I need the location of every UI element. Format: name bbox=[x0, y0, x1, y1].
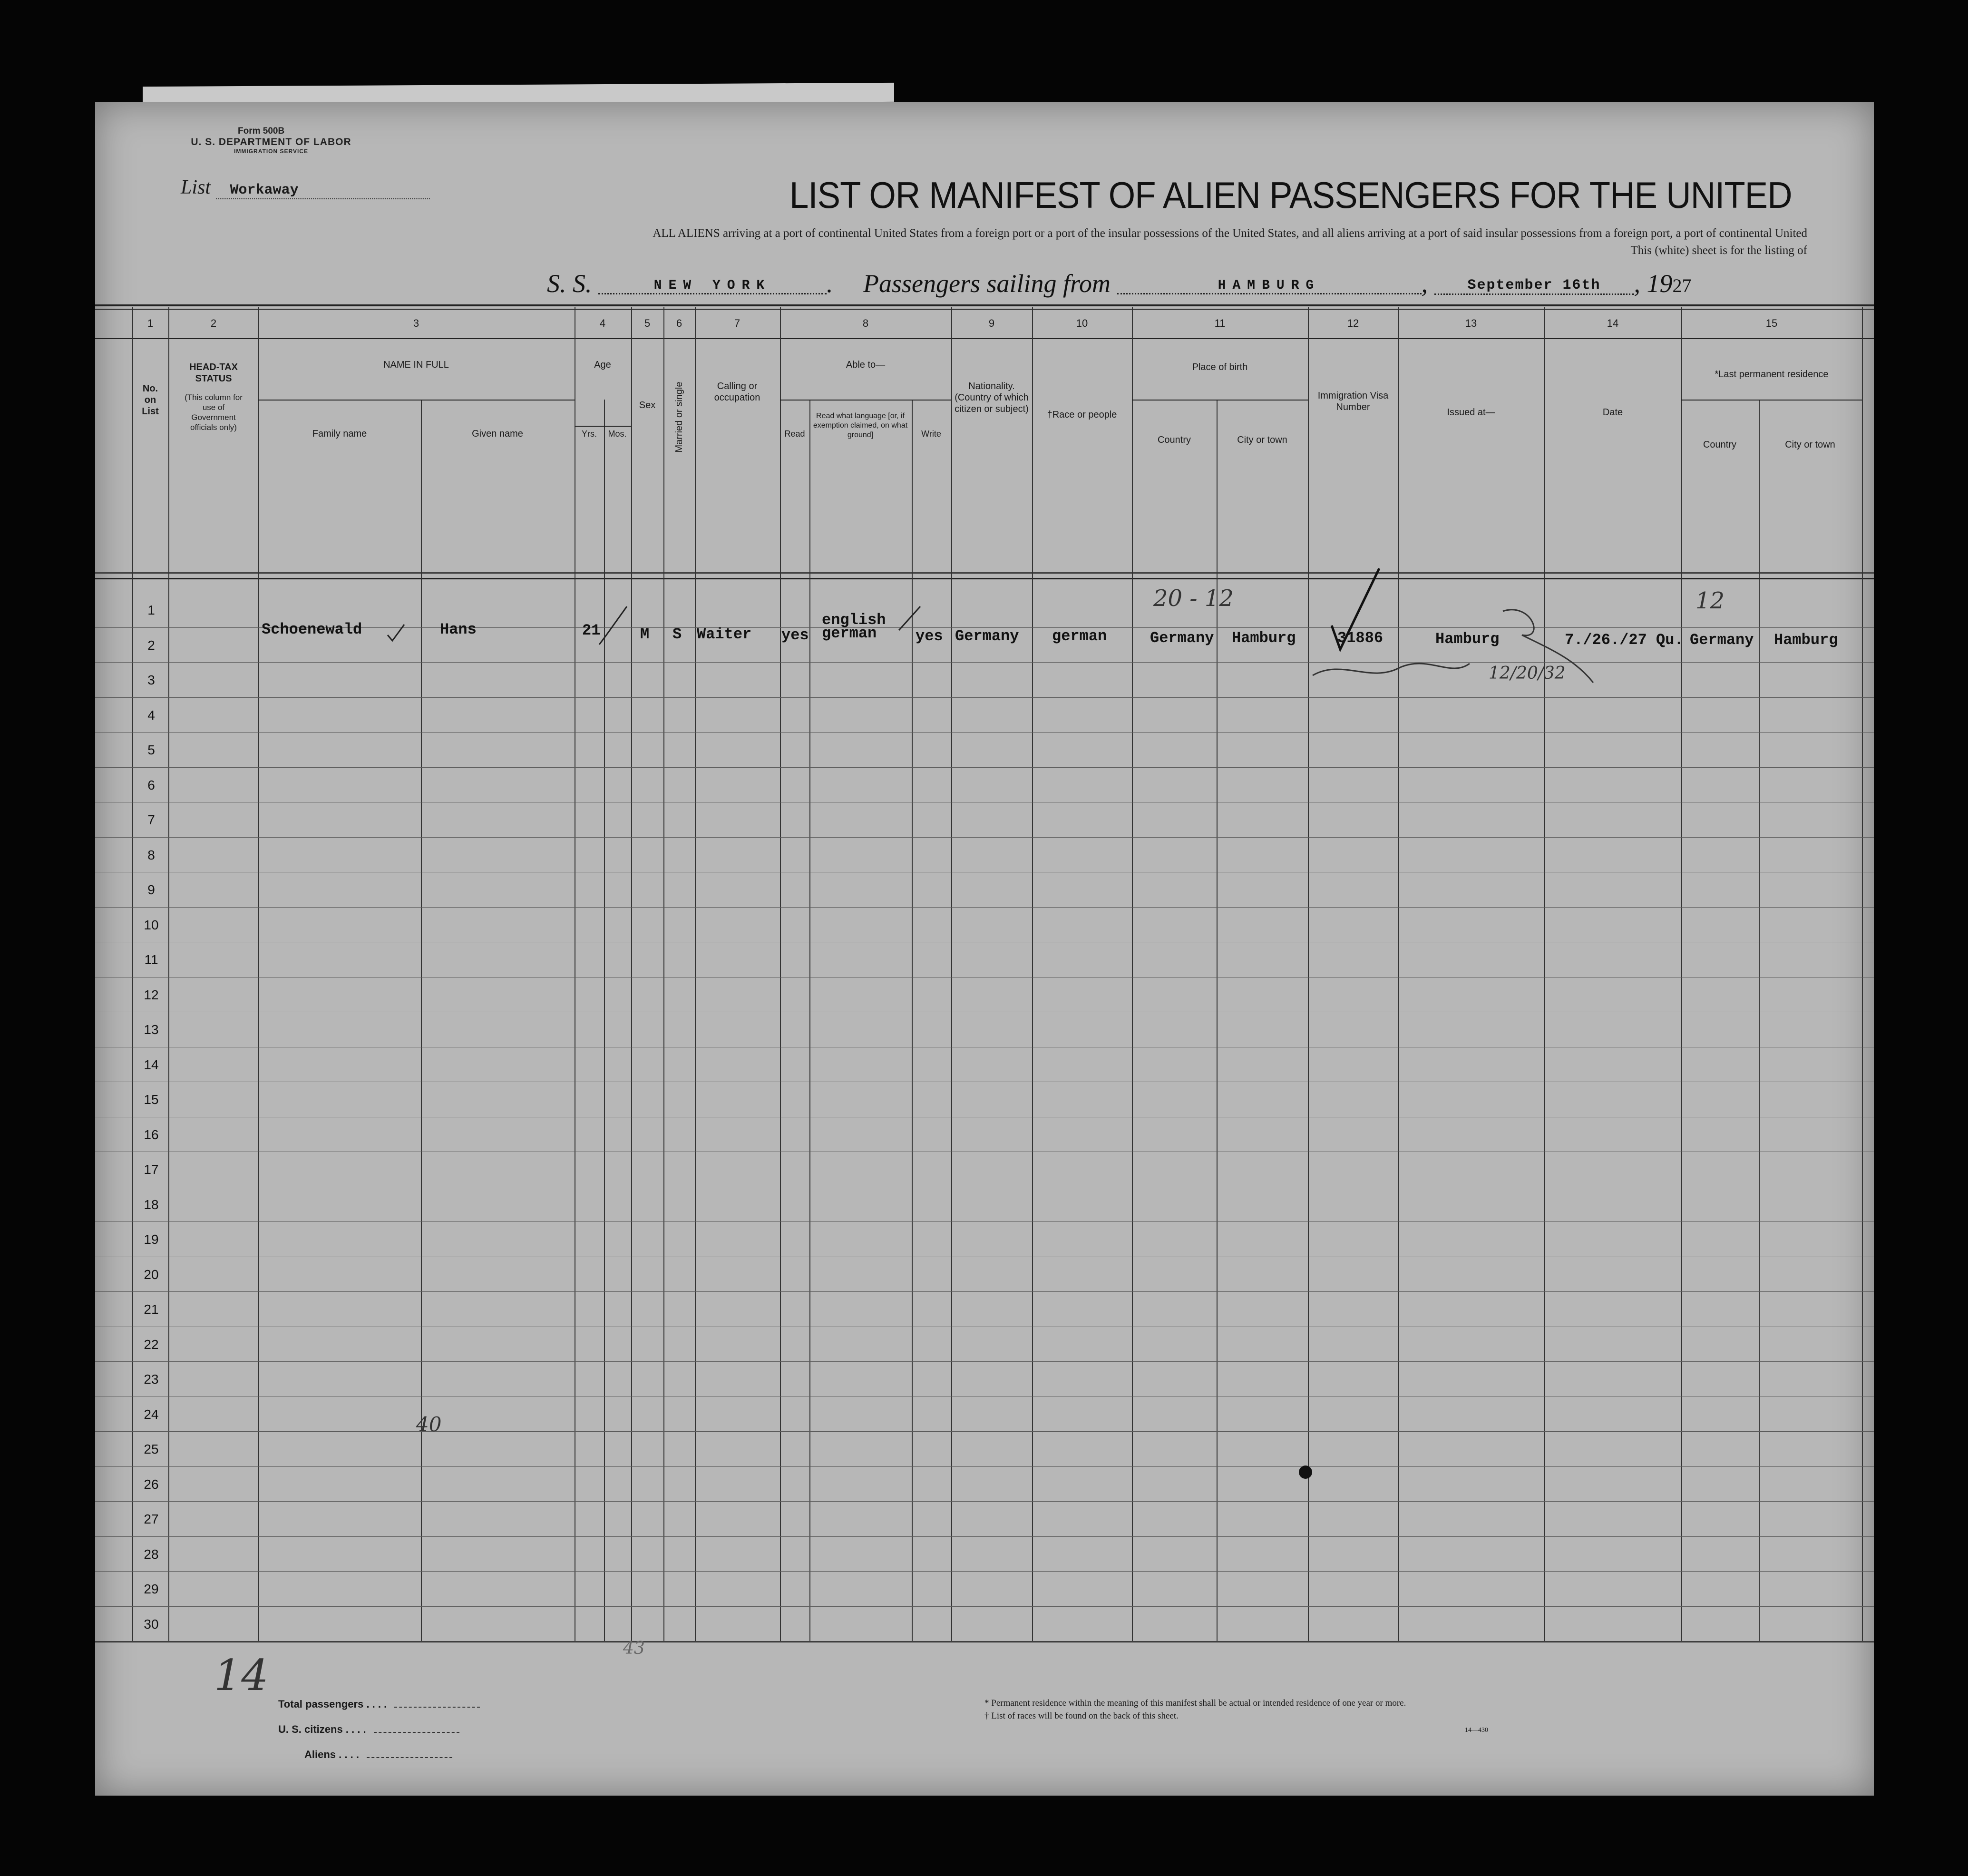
row-number: 19 bbox=[144, 1232, 159, 1247]
age-years: 21 bbox=[582, 622, 601, 639]
family-name: Schoenewald bbox=[262, 621, 362, 638]
visa-number: 31886 bbox=[1337, 629, 1383, 647]
row-rule bbox=[95, 1221, 1874, 1222]
rule-header-bottom bbox=[95, 572, 1874, 574]
column-number: 9 bbox=[988, 317, 995, 329]
row-number: 3 bbox=[147, 673, 155, 687]
form-code: 14—430 bbox=[1465, 1727, 1488, 1734]
row-number: 10 bbox=[144, 917, 159, 932]
row-rule bbox=[95, 1291, 1874, 1292]
header-birth-city: City or town bbox=[1237, 435, 1287, 445]
header-issued-at: Issued at— bbox=[1447, 407, 1495, 418]
row-number: 24 bbox=[144, 1407, 159, 1422]
row-rule bbox=[95, 1571, 1874, 1572]
column-number: 12 bbox=[1347, 317, 1359, 329]
row-number: 17 bbox=[144, 1162, 159, 1177]
row-rule bbox=[95, 837, 1874, 838]
vline bbox=[631, 307, 632, 1641]
sailing-label: Passengers sailing from bbox=[863, 269, 1111, 298]
header-race: †Race or people bbox=[1047, 410, 1117, 420]
aliens-line: Aliens . . . . bbox=[304, 1749, 452, 1761]
ship-name: NEW YORK bbox=[598, 278, 827, 294]
row-number: 11 bbox=[144, 952, 158, 967]
row-rule bbox=[95, 1641, 1874, 1642]
sex: M bbox=[640, 625, 650, 643]
header-visa: Immigration Visa Number bbox=[1317, 391, 1389, 412]
total-passengers-label: Total passengers bbox=[278, 1698, 364, 1710]
issued-annotation: 12/20/32 bbox=[1489, 664, 1566, 683]
language-1: english bbox=[822, 611, 886, 629]
rule-subheader bbox=[1681, 400, 1862, 401]
row-rule bbox=[95, 767, 1874, 768]
row-number: 23 bbox=[144, 1372, 159, 1387]
row-number: 18 bbox=[144, 1197, 159, 1212]
department: U. S. DEPARTMENT OF LABOR bbox=[191, 137, 351, 147]
vline bbox=[132, 307, 133, 1641]
vline bbox=[258, 307, 259, 1641]
rule-subheader bbox=[780, 400, 951, 401]
ss-label: S. S. bbox=[547, 269, 592, 298]
us-citizens-field bbox=[374, 1732, 459, 1733]
column-number: 13 bbox=[1465, 317, 1477, 329]
birth-annotation: 20 - 12 bbox=[1153, 585, 1234, 612]
residence-country: Germany bbox=[1690, 631, 1754, 649]
race: german bbox=[1052, 627, 1107, 645]
check-mark-icon bbox=[899, 606, 920, 630]
us-citizens-line: U. S. citizens . . . . bbox=[278, 1723, 459, 1736]
header-birth-country: Country bbox=[1157, 435, 1191, 445]
row-number: 30 bbox=[144, 1616, 159, 1632]
row-number: 2 bbox=[147, 637, 155, 653]
vline bbox=[604, 400, 605, 1641]
row-number: 20 bbox=[144, 1267, 159, 1282]
residence-city: Hamburg bbox=[1774, 631, 1838, 649]
header-last-residence: *Last permanent residence bbox=[1715, 369, 1829, 380]
list-label: List bbox=[181, 176, 211, 198]
header-yrs: Yrs. bbox=[581, 429, 597, 439]
header-date: Date bbox=[1602, 407, 1623, 418]
column-number: 14 bbox=[1607, 317, 1619, 329]
rule-colnums bbox=[95, 338, 1874, 339]
column-number: 7 bbox=[734, 317, 740, 329]
vline bbox=[663, 307, 664, 1641]
vline bbox=[168, 307, 169, 1641]
vline bbox=[1398, 307, 1399, 1641]
column-number: 1 bbox=[147, 317, 154, 329]
row-number: 29 bbox=[144, 1582, 159, 1596]
row-rule bbox=[95, 1536, 1874, 1537]
aliens-label: Aliens bbox=[304, 1749, 336, 1760]
row-number: 8 bbox=[147, 847, 155, 862]
header-write: Write bbox=[921, 429, 941, 439]
header-head-tax: HEAD-TAX STATUS bbox=[189, 362, 238, 384]
language-2: german bbox=[822, 625, 877, 642]
vline bbox=[695, 307, 696, 1641]
rule-subheader bbox=[258, 400, 575, 401]
row-rule bbox=[95, 732, 1874, 733]
form-number: Form 500B bbox=[238, 126, 285, 136]
header-read: Read bbox=[784, 429, 805, 439]
row-number: 4 bbox=[147, 707, 155, 723]
row-number: 1 bbox=[147, 603, 155, 617]
vline bbox=[1308, 307, 1309, 1641]
column-number: 15 bbox=[1765, 317, 1778, 329]
row-rule bbox=[95, 697, 1874, 698]
column-number: 4 bbox=[599, 317, 606, 329]
header-read-language: Read what language [or, if exemption claimed, on what ground] bbox=[813, 412, 908, 439]
vline bbox=[1759, 400, 1760, 1641]
vline bbox=[1681, 307, 1682, 1641]
column-number: 10 bbox=[1076, 317, 1088, 329]
header-nationality: Nationality. (Country of which citizen or subject) bbox=[955, 381, 1029, 414]
row-rule bbox=[95, 907, 1874, 908]
header-sex: Sex bbox=[639, 400, 656, 410]
row-number: 28 bbox=[144, 1546, 159, 1562]
signature-scrawl-icon bbox=[1313, 664, 1470, 675]
pen-marks bbox=[95, 307, 1874, 1641]
visa-date: 7./26./27 Qu. bbox=[1565, 631, 1684, 649]
row-number: 13 bbox=[144, 1022, 159, 1037]
check-mark-icon bbox=[599, 606, 627, 645]
row-rule bbox=[95, 1606, 1874, 1607]
row-rule bbox=[95, 1431, 1874, 1432]
issued-at: Hamburg bbox=[1435, 630, 1500, 648]
row-26-annotation: 40 bbox=[416, 1413, 442, 1436]
header-married: Married or single bbox=[674, 381, 684, 453]
subtitle-line-2: This (white) sheet is for the listing of bbox=[1630, 244, 1807, 257]
footnote-residence: * Permanent residence within the meaning of this manifest shall be actual or intended residence of one year or more. bbox=[984, 1698, 1406, 1708]
vline bbox=[912, 400, 913, 1641]
row-rule bbox=[95, 662, 1874, 663]
footer-annotation-2: 43 bbox=[623, 1639, 645, 1658]
page-title: LIST OR MANIFEST OF ALIEN PASSENGERS FOR THE UNITED bbox=[789, 174, 1792, 216]
header-res-country: Country bbox=[1703, 440, 1737, 450]
header-name-in-full: NAME IN FULL bbox=[383, 360, 449, 370]
header-no-on-list: No. on List bbox=[142, 383, 159, 417]
vline bbox=[1032, 307, 1033, 1641]
row-number: 26 bbox=[144, 1476, 159, 1492]
row-number: 21 bbox=[144, 1302, 159, 1317]
row-number: 12 bbox=[144, 987, 159, 1002]
birth-country: Germany bbox=[1150, 629, 1214, 647]
column-number: 11 bbox=[1214, 317, 1226, 329]
sailing-date: September 16th bbox=[1434, 277, 1634, 295]
header-age: Age bbox=[594, 360, 611, 370]
occupation: Waiter bbox=[697, 625, 752, 643]
row-number: 14 bbox=[144, 1057, 159, 1072]
row-number: 5 bbox=[147, 743, 155, 757]
header-given-name: Given name bbox=[472, 429, 523, 439]
vline bbox=[1544, 307, 1545, 1641]
residence-annotation: 12 bbox=[1695, 587, 1725, 614]
vline bbox=[1862, 307, 1863, 1641]
vline bbox=[809, 400, 810, 1641]
footer-annotation: 14 bbox=[214, 1651, 269, 1700]
header-calling: Calling or occupation bbox=[714, 381, 760, 403]
able-to-write: yes bbox=[916, 627, 943, 645]
nationality: Germany bbox=[955, 627, 1019, 645]
column-number: 6 bbox=[676, 317, 682, 329]
header-able-to: Able to— bbox=[846, 360, 886, 370]
form-info bbox=[147, 126, 395, 155]
row-number: 22 bbox=[144, 1337, 159, 1352]
rule-subheader bbox=[1132, 400, 1308, 401]
us-citizens-label: U. S. citizens bbox=[278, 1723, 343, 1735]
voyage-line: S. S. NEW YORK . Passengers sailing from HAMBURG , September 16th , 1927 bbox=[547, 269, 1692, 298]
service: IMMIGRATION SERVICE bbox=[234, 148, 308, 155]
row-number: 9 bbox=[147, 882, 155, 897]
header-place-of-birth: Place of birth bbox=[1192, 362, 1248, 372]
rule-header-bottom-2 bbox=[95, 578, 1874, 579]
rule-top-2 bbox=[95, 309, 1874, 310]
subtitle-line-1: ALL ALIENS arriving at a port of continental United States from a foreign port or a port of the insular possessions of the United States, and all aliens arriving at a port of said insular possessions from a foreign port, a port of continental United bbox=[653, 227, 1807, 240]
header-res-city: City or town bbox=[1785, 440, 1835, 450]
vline bbox=[1132, 307, 1133, 1641]
row-rule bbox=[95, 1466, 1874, 1467]
column-number: 3 bbox=[413, 317, 419, 329]
vline bbox=[780, 307, 781, 1641]
total-passengers-line: Total passengers . . . . bbox=[278, 1698, 480, 1710]
header-head-tax-note: (This column for use of Government officials only) bbox=[185, 393, 243, 432]
list-line bbox=[181, 176, 430, 199]
vline bbox=[951, 307, 952, 1641]
year-prefix: 19 bbox=[1646, 269, 1673, 298]
row-number: 6 bbox=[147, 777, 155, 792]
row-rule bbox=[95, 1501, 1874, 1502]
total-passengers-field bbox=[394, 1707, 480, 1708]
header-mos: Mos. bbox=[608, 429, 627, 439]
row-rule bbox=[95, 1361, 1874, 1362]
able-to-read: yes bbox=[781, 626, 809, 644]
row-number: 15 bbox=[144, 1092, 159, 1107]
departure-port: HAMBURG bbox=[1117, 278, 1422, 294]
birth-city: Hamburg bbox=[1232, 629, 1296, 647]
row-number: 16 bbox=[144, 1127, 159, 1142]
column-number: 8 bbox=[862, 317, 869, 329]
aliens-field bbox=[367, 1757, 452, 1758]
header-family-name: Family name bbox=[312, 429, 367, 439]
vline bbox=[421, 400, 422, 1641]
manifest-sheet bbox=[95, 102, 1874, 1796]
married-status: S bbox=[672, 625, 682, 643]
list-value: Workaway bbox=[216, 182, 430, 199]
footnote-races: † List of races will be found on the back of this sheet. bbox=[984, 1711, 1179, 1721]
row-number: 7 bbox=[147, 812, 155, 827]
ink-blot-icon bbox=[1299, 1466, 1312, 1479]
column-number: 5 bbox=[644, 317, 651, 329]
rule-top-1 bbox=[95, 304, 1874, 306]
row-number: 25 bbox=[144, 1442, 159, 1456]
column-number: 2 bbox=[210, 317, 217, 329]
rule-subheader bbox=[575, 426, 631, 427]
year-suffix: 27 bbox=[1672, 275, 1692, 296]
manifest-table bbox=[95, 307, 1874, 1639]
row-number: 27 bbox=[144, 1512, 159, 1526]
given-name: Hans bbox=[440, 621, 477, 638]
